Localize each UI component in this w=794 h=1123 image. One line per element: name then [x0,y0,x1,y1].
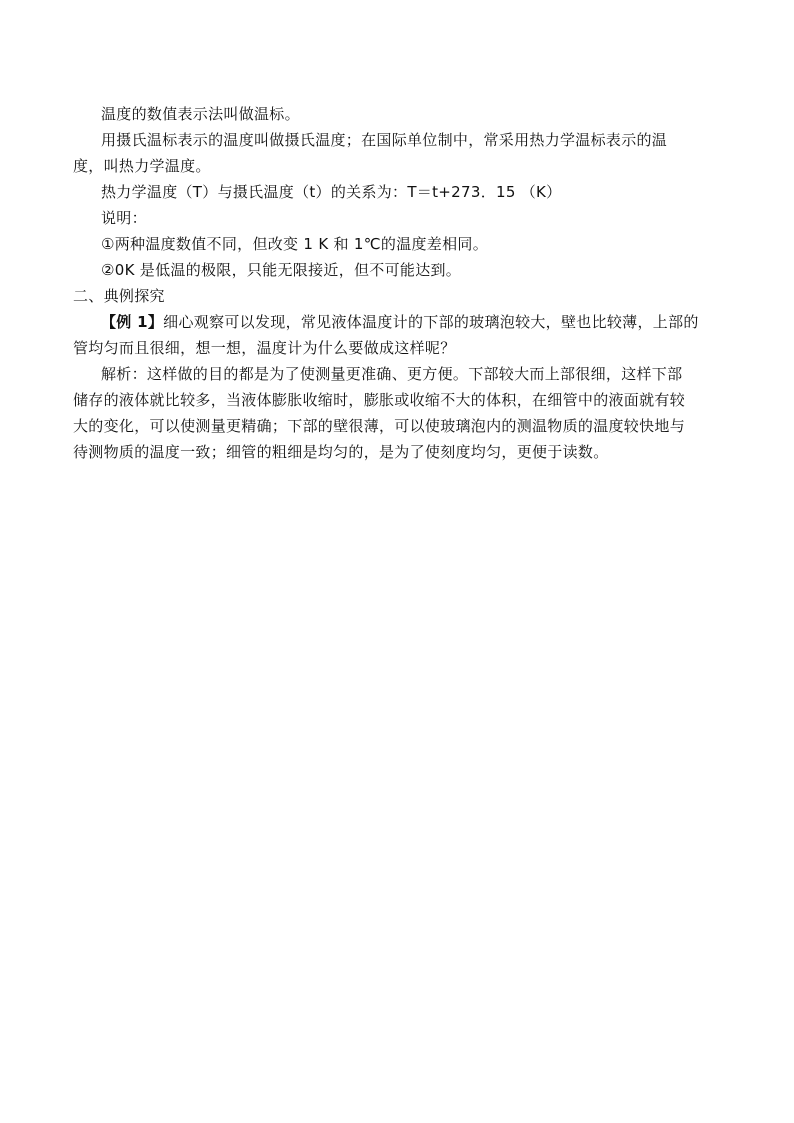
analysis-line-3: 大的变化，可以使测量更精确；下部的壁很薄，可以使玻璃泡内的测温物质的温度较快地与 [73,417,686,435]
paragraph-note-one: ①两种温度数值不同，但改变 1 K 和 1℃的温度差相同。 [101,235,488,253]
paragraph-celsius-line-2: 度，叫热力学温度。 [73,157,211,175]
paragraph-analysis [73,361,723,465]
example-one-label: 【例 1】 [101,313,164,331]
analysis-line-1: 解析：这样做的目的都是为了使测量更准确、更方便。下部较大而上部很细，这样下部 [101,365,683,383]
section-heading-examples: 二、典例探究 [73,287,165,305]
paragraph-example-one [73,309,723,361]
paragraph-celsius-line-1: 用摄氏温标表示的温度叫做摄氏温度；在国际单位制中，常采用热力学温标表示的温 [101,131,668,149]
example-one-line-2: 管均匀而且很细，想一想，温度计为什么要做成这样呢？ [73,339,456,357]
example-one-line-1 [73,309,723,335]
paragraph-temperature-scale: 温度的数值表示法叫做温标。 [101,105,300,123]
paragraph-explanation-label: 说明： [101,209,147,227]
example-one-text-1: 细心观察可以发现，常见液体温度计的下部的玻璃泡较大，壁也比较薄，上部的 [163,313,699,331]
document-body [73,101,723,465]
paragraph-note-two: ②0K 是低温的极限，只能无限接近，但不可能达到。 [101,261,462,279]
analysis-line-2: 储存的液体就比较多，当液体膨胀收缩时，膨胀或收缩不大的体积，在细管中的液面就有较 [73,391,686,409]
analysis-line-4: 待测物质的温度一致；细管的粗细是均匀的，是为了使刻度均匀，更便于读数。 [73,443,609,461]
paragraph-relation-formula: 热力学温度（T）与摄氏温度（t）的关系为：T＝t+273．15 （K） [101,183,562,201]
paragraph-celsius-definition [73,127,723,179]
